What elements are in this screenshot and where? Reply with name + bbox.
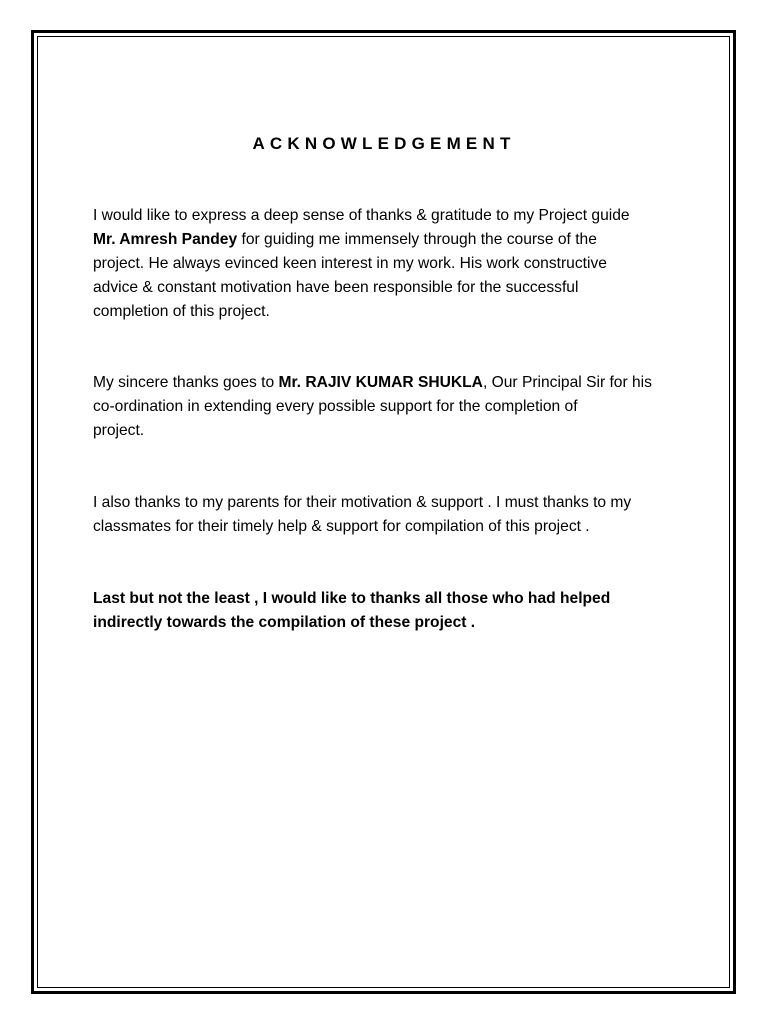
- paragraph-line: I also thanks to my parents for their motivation & support . I must thanks to my: [93, 494, 632, 511]
- paragraph-line: advice & constant motivation have been responsible for the successful: [93, 279, 579, 296]
- paragraph-parents-thanks: [93, 491, 693, 539]
- principal-name: Mr. RAJIV KUMAR SHUKLA: [278, 374, 483, 391]
- paragraph-line: classmates for their timely help & support for compilation of this project .: [93, 518, 590, 535]
- paragraph-line-text: for guiding me immensely through the course of the: [237, 231, 597, 248]
- paragraph-line: indirectly towards the compilation of these project .: [93, 614, 476, 631]
- paragraph-closing-thanks: [93, 587, 693, 635]
- paragraph-line: project.: [93, 422, 145, 439]
- guide-name: Mr. Amresh Pandey: [93, 231, 238, 248]
- paragraph-line: Last but not the least , I would like to thanks all those who had helped: [93, 590, 611, 607]
- paragraph-line: [93, 228, 693, 252]
- paragraph-guide-thanks: [93, 204, 693, 324]
- paragraph-principal-thanks: [93, 371, 693, 443]
- paragraph-line: completion of this project.: [93, 303, 270, 320]
- page-title: ACKNOWLEDGEMENT: [252, 134, 516, 153]
- paragraph-line: I would like to express a deep sense of thanks & gratitude to my Project guide: [93, 207, 630, 224]
- paragraph-line-text: My sincere thanks goes to: [93, 374, 279, 391]
- paragraph-line: project. He always evinced keen interest in my work. His work constructive: [93, 255, 607, 272]
- paragraph-line-text: , Our Principal Sir for his: [482, 374, 652, 391]
- paragraph-line: [93, 371, 693, 395]
- paragraph-line: co-ordination in extending every possible support for the completion of: [93, 398, 578, 415]
